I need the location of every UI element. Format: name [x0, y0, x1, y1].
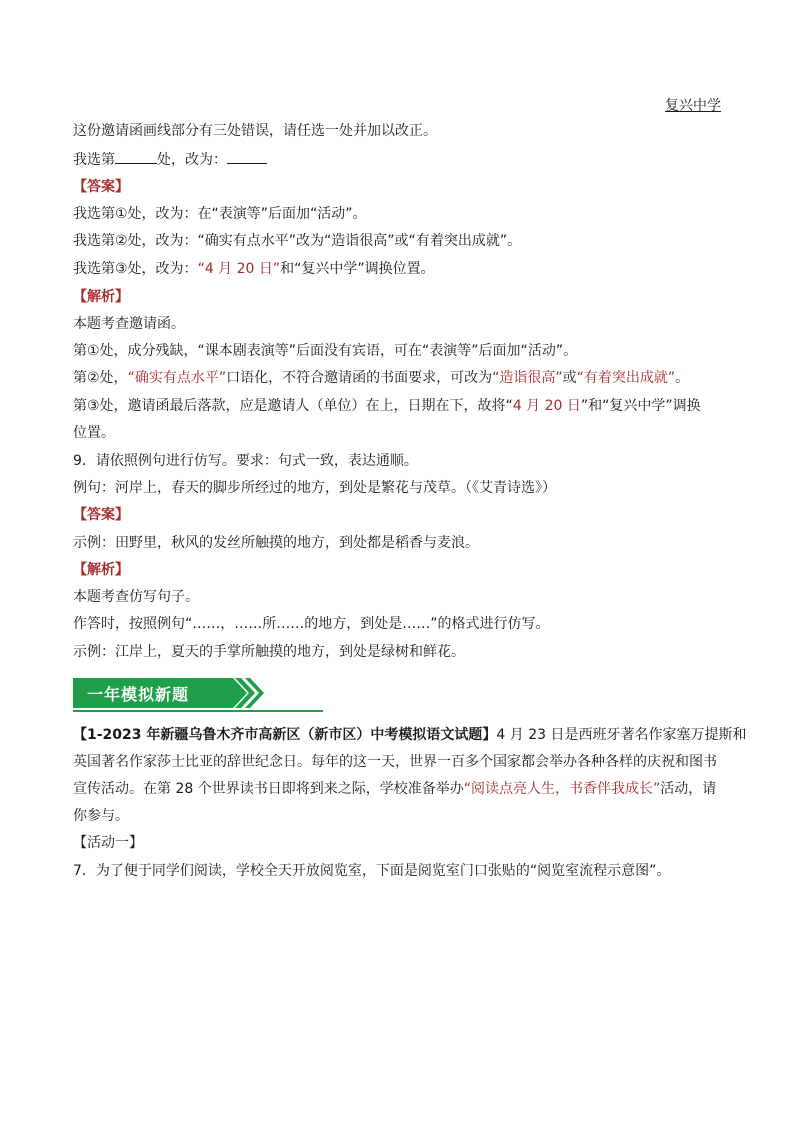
q9-analysis-tag: 【解析】	[73, 562, 129, 578]
q9-answer-tag: 【答案】	[73, 507, 129, 523]
q9-analysis-1: 作答时，按照例句“……，……所……的地方，到处是……”的格式进行仿写。	[73, 616, 550, 632]
analysis-2-b: “确实有点水平”	[127, 370, 227, 386]
answer-line-2: 我选第②处，改为：“确实有点水平”改为“造诣很高”或“有着突出成就”。	[73, 233, 522, 249]
analysis-line-4: 位置。	[73, 425, 115, 441]
analysis-line-0: 本题考查邀请函。	[73, 316, 185, 332]
answer-3-part-c: 和“复兴中学”调换位置。	[280, 261, 435, 277]
mock-intro-1: 4 月 23 日是西班牙著名作家塞万提斯和	[496, 727, 747, 743]
answer-line-3	[73, 259, 435, 279]
school-name: 复兴中学	[665, 98, 721, 114]
answer-tag: 【答案】	[73, 179, 129, 195]
q9-analysis-0: 本题考查仿写句子。	[73, 589, 199, 605]
mock-intro-3a: 宣传活动。在第 28 个世界读书日即将到来之际，学校准备举办	[73, 781, 464, 797]
mock-source: 【1-2023 年新疆乌鲁木齐市高新区（新市区）中考模拟语文试题】	[73, 727, 497, 743]
q9-analysis-2: 示例：江岸上，夏天的手掌所触摸的地方，到处是绿树和鲜花。	[73, 644, 465, 660]
mock-intro-line-3	[73, 779, 716, 799]
analysis-3-a: 第③处，邀请函最后落款，应是邀请人（单位）在上，日期在下，故将“	[73, 398, 513, 414]
q9-answer: 示例：田野里，秋风的发丝所触摸的地方，到处都是稻香与麦浪。	[73, 535, 479, 551]
blank-2	[227, 149, 267, 164]
q9-example: 例句：河岸上，春天的脚步所经过的地方，到处是繁花与茂草。（《艾青诗选》）	[73, 480, 556, 496]
answer-line-1: 我选第①处，改为：在“表演等”后面加“活动”。	[73, 206, 367, 222]
section-banner	[73, 676, 323, 712]
q8-fill-line	[73, 149, 267, 170]
fill-middle: 处，改为：	[157, 152, 227, 168]
banner-stripes-icon	[219, 678, 269, 708]
analysis-3-b: 4 月 20 日	[512, 398, 581, 414]
analysis-2-g: 。	[675, 370, 690, 386]
answer-3-part-a: 我选第③处，改为：	[73, 261, 198, 277]
mock-intro-3b: “阅读点亮人生，书香伴我成长”	[463, 781, 661, 797]
analysis-tag: 【解析】	[73, 289, 129, 305]
analysis-line-3	[73, 396, 701, 416]
blank-1	[115, 149, 157, 164]
mock-intro-line-2: 英国著名作家莎士比亚的辞世纪念日。每年的这一天，世界一百多个国家都会举办各种各样的庆祝和图书	[73, 754, 717, 770]
activity-tag: 【活动一】	[73, 835, 143, 851]
mock-intro-3c: 活动，请	[660, 781, 717, 797]
analysis-2-d: “造诣很高”	[492, 370, 563, 386]
banner-title: 一年模拟新题	[87, 685, 190, 704]
q9-prompt: 9．请依照例句进行仿写。要求：句式一致，表达通顺。	[73, 453, 418, 469]
q7-prompt: 7．为了便于同学们阅读，学校全天开放阅览室，下面是阅览室门口张贴的“阅览室流程示意图”。	[73, 863, 671, 879]
analysis-2-f: “有着突出成就”	[576, 370, 676, 386]
analysis-2-e: 或	[562, 370, 577, 386]
analysis-line-2	[73, 368, 689, 388]
banner-underline	[73, 710, 323, 712]
q8-prompt: 这份邀请函画线部分有三处错误，请任选一处并加以改正。	[73, 123, 437, 139]
analysis-3-c: ”和“复兴中学”调换	[580, 398, 701, 414]
mock-intro-line-1	[73, 725, 746, 745]
analysis-2-c: 口语化，不符合邀请函的书面要求，可改为	[226, 370, 493, 386]
fill-prefix: 我选第	[73, 152, 115, 168]
analysis-line-1: 第①处，成分残缺，“课本剧表演等”后面没有宾语，可在“表演等”后面加“活动”。	[73, 343, 578, 359]
analysis-2-a: 第②处，	[73, 370, 128, 386]
mock-intro-line-4: 你参与。	[73, 808, 129, 824]
answer-3-part-b: “4 月 20 日”	[197, 261, 281, 277]
